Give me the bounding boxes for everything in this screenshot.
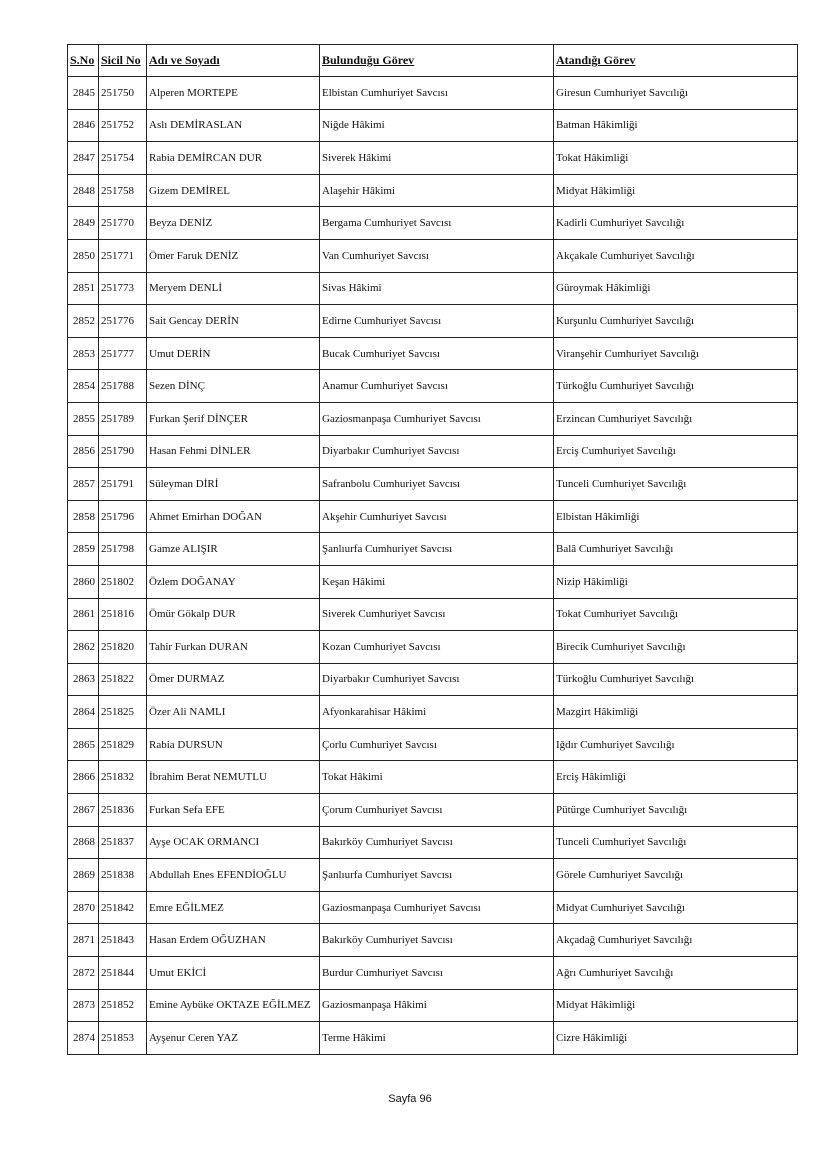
cell-assigned-post: Akçadağ Cumhuriyet Savcılığı	[554, 924, 798, 957]
cell-sno: 2861	[68, 598, 99, 631]
cell-sicil-no: 251842	[99, 891, 147, 924]
table-row	[68, 631, 798, 664]
table-row	[68, 565, 798, 598]
table-row	[68, 891, 798, 924]
cell-sno: 2874	[68, 1022, 99, 1055]
table-row	[68, 696, 798, 729]
cell-sno: 2858	[68, 500, 99, 533]
cell-sicil-no: 251816	[99, 598, 147, 631]
cell-current-post: Çorlu Cumhuriyet Savcısı	[320, 728, 554, 761]
cell-current-post: Van Cumhuriyet Savcısı	[320, 239, 554, 272]
cell-sno: 2857	[68, 468, 99, 501]
cell-name: Rabia DEMİRCAN DUR	[147, 142, 320, 175]
cell-assigned-post: Görele Cumhuriyet Savcılığı	[554, 859, 798, 892]
cell-sicil-no: 251838	[99, 859, 147, 892]
cell-sno: 2848	[68, 174, 99, 207]
cell-assigned-post: Tunceli Cumhuriyet Savcılığı	[554, 468, 798, 501]
cell-sno: 2856	[68, 435, 99, 468]
cell-assigned-post: Tunceli Cumhuriyet Savcılığı	[554, 826, 798, 859]
table-row	[68, 337, 798, 370]
cell-current-post: Gaziosmanpaşa Cumhuriyet Savcısı	[320, 891, 554, 924]
header-name: Adı ve Soyadı	[147, 45, 320, 77]
cell-name: Ömer Faruk DENİZ	[147, 239, 320, 272]
cell-current-post: Siverek Cumhuriyet Savcısı	[320, 598, 554, 631]
cell-sicil-no: 251829	[99, 728, 147, 761]
cell-name: Gizem DEMİREL	[147, 174, 320, 207]
cell-assigned-post: Kadirli Cumhuriyet Savcılığı	[554, 207, 798, 240]
cell-name: Özlem DOĞANAY	[147, 565, 320, 598]
cell-sicil-no: 251758	[99, 174, 147, 207]
cell-sicil-no: 251790	[99, 435, 147, 468]
cell-current-post: Bergama Cumhuriyet Savcısı	[320, 207, 554, 240]
cell-assigned-post: Nizip Hâkimliği	[554, 565, 798, 598]
cell-current-post: Safranbolu Cumhuriyet Savcısı	[320, 468, 554, 501]
cell-name: Gamze ALIŞIR	[147, 533, 320, 566]
table-row	[68, 728, 798, 761]
cell-assigned-post: Pütürge Cumhuriyet Savcılığı	[554, 794, 798, 827]
cell-sicil-no: 251788	[99, 370, 147, 403]
cell-sicil-no: 251754	[99, 142, 147, 175]
header-current-post: Bulunduğu Görev	[320, 45, 554, 77]
cell-name: Hasan Erdem OĞUZHAN	[147, 924, 320, 957]
cell-sno: 2853	[68, 337, 99, 370]
cell-assigned-post: Cizre Hâkimliği	[554, 1022, 798, 1055]
cell-sno: 2851	[68, 272, 99, 305]
cell-sicil-no: 251798	[99, 533, 147, 566]
cell-assigned-post: Midyat Hâkimliği	[554, 174, 798, 207]
cell-name: Aslı DEMİRASLAN	[147, 109, 320, 142]
cell-sno: 2866	[68, 761, 99, 794]
header-row	[68, 45, 798, 77]
cell-current-post: Afyonkarahisar Hâkimi	[320, 696, 554, 729]
table-row	[68, 207, 798, 240]
table-row	[68, 468, 798, 501]
cell-sicil-no: 251773	[99, 272, 147, 305]
cell-name: Özer Ali NAMLI	[147, 696, 320, 729]
cell-sno: 2872	[68, 957, 99, 990]
cell-sno: 2873	[68, 989, 99, 1022]
cell-assigned-post: Mazgirt Hâkimliği	[554, 696, 798, 729]
cell-name: Süleyman DİRİ	[147, 468, 320, 501]
cell-sicil-no: 251822	[99, 663, 147, 696]
cell-assigned-post: Giresun Cumhuriyet Savcılığı	[554, 77, 798, 110]
table-row	[68, 402, 798, 435]
table-row	[68, 859, 798, 892]
cell-sicil-no: 251796	[99, 500, 147, 533]
table-row	[68, 174, 798, 207]
cell-current-post: Alaşehir Hâkimi	[320, 174, 554, 207]
table-row	[68, 435, 798, 468]
cell-name: Sezen DİNÇ	[147, 370, 320, 403]
cell-name: Abdullah Enes EFENDİOĞLU	[147, 859, 320, 892]
cell-sno: 2854	[68, 370, 99, 403]
cell-current-post: Akşehir Cumhuriyet Savcısı	[320, 500, 554, 533]
table-row	[68, 598, 798, 631]
cell-current-post: Bakırköy Cumhuriyet Savcısı	[320, 924, 554, 957]
cell-name: Ahmet Emirhan DOĞAN	[147, 500, 320, 533]
cell-sno: 2869	[68, 859, 99, 892]
cell-current-post: Niğde Hâkimi	[320, 109, 554, 142]
cell-name: Beyza DENİZ	[147, 207, 320, 240]
cell-current-post: Bakırköy Cumhuriyet Savcısı	[320, 826, 554, 859]
cell-name: Meryem DENLİ	[147, 272, 320, 305]
cell-current-post: Terme Hâkimi	[320, 1022, 554, 1055]
cell-sno: 2847	[68, 142, 99, 175]
table-row	[68, 989, 798, 1022]
cell-name: Alperen MORTEPE	[147, 77, 320, 110]
cell-sno: 2868	[68, 826, 99, 859]
cell-current-post: Şanlıurfa Cumhuriyet Savcısı	[320, 533, 554, 566]
cell-assigned-post: Tokat Hâkimliği	[554, 142, 798, 175]
cell-name: Umut DERİN	[147, 337, 320, 370]
table-row	[68, 957, 798, 990]
cell-current-post: Gaziosmanpaşa Cumhuriyet Savcısı	[320, 402, 554, 435]
cell-sno: 2859	[68, 533, 99, 566]
assignment-table	[67, 44, 798, 1055]
table-row	[68, 272, 798, 305]
cell-current-post: Burdur Cumhuriyet Savcısı	[320, 957, 554, 990]
cell-current-post: Gaziosmanpaşa Hâkimi	[320, 989, 554, 1022]
cell-sno: 2867	[68, 794, 99, 827]
cell-name: Sait Gencay DERİN	[147, 305, 320, 338]
cell-sicil-no: 251852	[99, 989, 147, 1022]
cell-current-post: Diyarbakır Cumhuriyet Savcısı	[320, 663, 554, 696]
cell-assigned-post: Balâ Cumhuriyet Savcılığı	[554, 533, 798, 566]
cell-sicil-no: 251776	[99, 305, 147, 338]
cell-name: Ömür Gökalp DUR	[147, 598, 320, 631]
cell-name: Emine Aybüke OKTAZE EĞİLMEZ	[147, 989, 320, 1022]
table-row	[68, 533, 798, 566]
cell-sno: 2850	[68, 239, 99, 272]
cell-name: Emre EĞİLMEZ	[147, 891, 320, 924]
cell-sno: 2870	[68, 891, 99, 924]
cell-current-post: Diyarbakır Cumhuriyet Savcısı	[320, 435, 554, 468]
page-number: Sayfa 96	[388, 1093, 432, 1105]
assignment-table-container	[67, 44, 797, 1055]
table-row	[68, 305, 798, 338]
cell-name: Umut EKİCİ	[147, 957, 320, 990]
cell-assigned-post: Midyat Cumhuriyet Savcılığı	[554, 891, 798, 924]
cell-current-post: Anamur Cumhuriyet Savcısı	[320, 370, 554, 403]
table-body	[68, 77, 798, 1055]
cell-sicil-no: 251752	[99, 109, 147, 142]
table-row	[68, 109, 798, 142]
cell-assigned-post: Tokat Cumhuriyet Savcılığı	[554, 598, 798, 631]
table-row	[68, 924, 798, 957]
cell-sicil-no: 251802	[99, 565, 147, 598]
cell-sno: 2846	[68, 109, 99, 142]
cell-current-post: Bucak Cumhuriyet Savcısı	[320, 337, 554, 370]
cell-sno: 2864	[68, 696, 99, 729]
header-sno: S.No	[68, 45, 99, 77]
cell-assigned-post: Akçakale Cumhuriyet Savcılığı	[554, 239, 798, 272]
cell-sicil-no: 251777	[99, 337, 147, 370]
cell-current-post: Edirne Cumhuriyet Savcısı	[320, 305, 554, 338]
cell-sicil-no: 251837	[99, 826, 147, 859]
cell-sicil-no: 251843	[99, 924, 147, 957]
table-row	[68, 826, 798, 859]
table-row	[68, 663, 798, 696]
cell-assigned-post: Elbistan Hâkimliği	[554, 500, 798, 533]
cell-sno: 2865	[68, 728, 99, 761]
cell-assigned-post: Erciş Cumhuriyet Savcılığı	[554, 435, 798, 468]
cell-sno: 2855	[68, 402, 99, 435]
cell-sno: 2845	[68, 77, 99, 110]
cell-name: Furkan Şerif DİNÇER	[147, 402, 320, 435]
cell-name: Tahir Furkan DURAN	[147, 631, 320, 664]
cell-current-post: Çorum Cumhuriyet Savcısı	[320, 794, 554, 827]
cell-sicil-no: 251825	[99, 696, 147, 729]
table-row	[68, 239, 798, 272]
header-sicil-no: Sicil No	[99, 45, 147, 77]
cell-sicil-no: 251789	[99, 402, 147, 435]
table-header	[68, 45, 798, 77]
cell-name: Furkan Sefa EFE	[147, 794, 320, 827]
cell-current-post: Kozan Cumhuriyet Savcısı	[320, 631, 554, 664]
cell-assigned-post: Ağrı Cumhuriyet Savcılığı	[554, 957, 798, 990]
cell-sno: 2852	[68, 305, 99, 338]
cell-sicil-no: 251836	[99, 794, 147, 827]
cell-assigned-post: Erzincan Cumhuriyet Savcılığı	[554, 402, 798, 435]
cell-name: Hasan Fehmi DİNLER	[147, 435, 320, 468]
cell-sicil-no: 251844	[99, 957, 147, 990]
table-row	[68, 370, 798, 403]
cell-assigned-post: Erciş Hâkimliği	[554, 761, 798, 794]
cell-assigned-post: Batman Hâkimliği	[554, 109, 798, 142]
cell-sno: 2849	[68, 207, 99, 240]
cell-sno: 2871	[68, 924, 99, 957]
cell-assigned-post: Birecik Cumhuriyet Savcılığı	[554, 631, 798, 664]
cell-name: Rabia DURSUN	[147, 728, 320, 761]
cell-assigned-post: Türkoğlu Cumhuriyet Savcılığı	[554, 663, 798, 696]
cell-current-post: Tokat Hâkimi	[320, 761, 554, 794]
cell-assigned-post: Türkoğlu Cumhuriyet Savcılığı	[554, 370, 798, 403]
cell-assigned-post: Güroymak Hâkimliği	[554, 272, 798, 305]
cell-current-post: Şanlıurfa Cumhuriyet Savcısı	[320, 859, 554, 892]
cell-assigned-post: Kurşunlu Cumhuriyet Savcılığı	[554, 305, 798, 338]
cell-current-post: Siverek Hâkimi	[320, 142, 554, 175]
table-row	[68, 1022, 798, 1055]
cell-sicil-no: 251770	[99, 207, 147, 240]
cell-name: Ayşenur Ceren YAZ	[147, 1022, 320, 1055]
cell-sicil-no: 251791	[99, 468, 147, 501]
cell-current-post: Sivas Hâkimi	[320, 272, 554, 305]
cell-name: İbrahim Berat NEMUTLU	[147, 761, 320, 794]
cell-sno: 2860	[68, 565, 99, 598]
table-row	[68, 500, 798, 533]
table-row	[68, 794, 798, 827]
cell-sno: 2862	[68, 631, 99, 664]
cell-sicil-no: 251771	[99, 239, 147, 272]
cell-current-post: Keşan Hâkimi	[320, 565, 554, 598]
cell-assigned-post: Iğdır Cumhuriyet Savcılığı	[554, 728, 798, 761]
cell-current-post: Elbistan Cumhuriyet Savcısı	[320, 77, 554, 110]
cell-sicil-no: 251832	[99, 761, 147, 794]
header-assigned-post: Atandığı Görev	[554, 45, 798, 77]
cell-sicil-no: 251820	[99, 631, 147, 664]
cell-assigned-post: Viranşehir Cumhuriyet Savcılığı	[554, 337, 798, 370]
cell-sno: 2863	[68, 663, 99, 696]
cell-assigned-post: Midyat Hâkimliği	[554, 989, 798, 1022]
cell-sicil-no: 251750	[99, 77, 147, 110]
cell-name: Ayşe OCAK ORMANCI	[147, 826, 320, 859]
table-row	[68, 761, 798, 794]
cell-sicil-no: 251853	[99, 1022, 147, 1055]
table-row	[68, 77, 798, 110]
table-row	[68, 142, 798, 175]
cell-name: Ömer DURMAZ	[147, 663, 320, 696]
